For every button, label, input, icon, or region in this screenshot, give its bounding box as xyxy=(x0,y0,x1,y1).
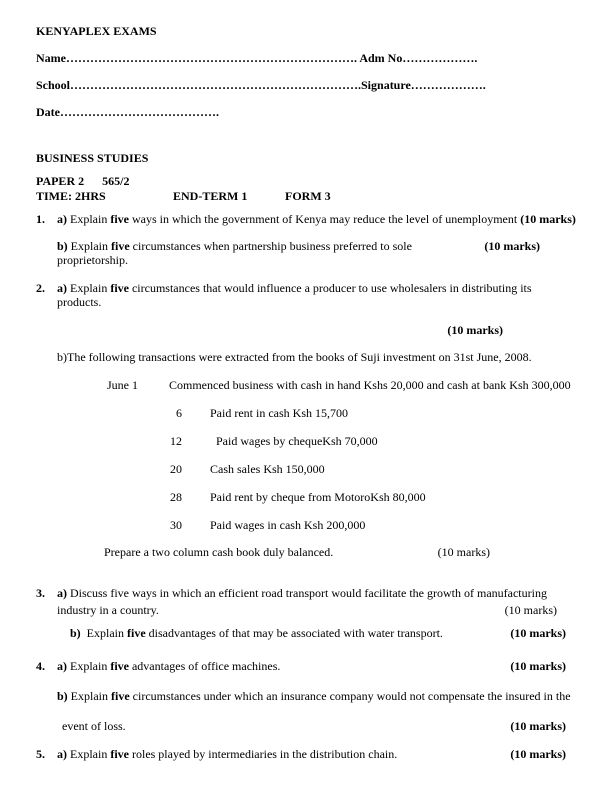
question-5a-line xyxy=(57,747,576,761)
transaction-june-1-text: Commenced business with cash in hand Kshs 20,000 and cash at bank Ksh 300,000 xyxy=(169,378,571,392)
exam-org-title: KENYAPLEX EXAMS xyxy=(36,24,157,38)
question-3a-continuation xyxy=(57,603,576,617)
form-label: FORM 3 xyxy=(285,189,331,203)
question-1a xyxy=(36,212,576,226)
transaction-row xyxy=(36,434,576,448)
question-5a-marks: (10 marks) xyxy=(510,747,566,761)
transaction-june-1 xyxy=(36,378,576,392)
transaction-day: 28 xyxy=(170,490,182,504)
transaction-day: 20 xyxy=(170,462,182,476)
question-1b xyxy=(57,239,576,267)
transaction-text: Paid rent in cash Ksh 15,700 xyxy=(210,406,348,420)
transaction-day: 30 xyxy=(170,518,182,532)
question-2b-instruction-line xyxy=(104,545,576,559)
time-term-form-line xyxy=(36,189,576,203)
question-2-number: 2. xyxy=(36,281,45,295)
name-admno-fill-line: Name………………………………………………………………. Adm No………………. xyxy=(36,51,478,65)
question-2a-marks-line xyxy=(36,323,576,337)
question-3a-continuation-text: industry in a country. xyxy=(57,603,159,617)
question-1b-text: b) Explain five circumstances when partnership business preferred to sole proprietorship. xyxy=(57,239,412,267)
question-3a-text: a) Discuss five ways in which an efficient road transport would facilitate the growth of manufacturing xyxy=(57,586,547,600)
question-5-number: 5. xyxy=(36,747,45,761)
question-1-number: 1. xyxy=(36,212,45,226)
question-3a-marks: (10 marks) xyxy=(504,603,557,617)
question-2a-text: a) Explain five circumstances that would influence a producer to use wholesalers in distributing its products. xyxy=(57,281,532,309)
question-3b-text: b) Explain five disadvantages of that may be associated with water transport. xyxy=(70,626,443,640)
transaction-june-1-label: June 1 xyxy=(107,378,138,392)
transaction-text: Cash sales Ksh 150,000 xyxy=(210,462,325,476)
transaction-row xyxy=(36,462,576,476)
question-4-number: 4. xyxy=(36,659,45,673)
transaction-day: 12 xyxy=(170,434,182,448)
question-4b-marks: (10 marks) xyxy=(510,719,566,733)
question-1b-marks: (10 marks) xyxy=(484,239,540,253)
question-3b xyxy=(70,626,576,640)
question-4a-line xyxy=(57,659,576,673)
transaction-day: 6 xyxy=(176,406,182,420)
transaction-row xyxy=(36,490,576,504)
transaction-row xyxy=(36,518,576,532)
question-4b: b) Explain five circumstances under which an insurance company would not compensate the insured in the xyxy=(57,689,571,703)
question-3-number: 3. xyxy=(36,586,45,600)
question-2a-marks: (10 marks) xyxy=(447,323,503,337)
question-2a xyxy=(36,281,576,309)
question-2b-marks: (10 marks) xyxy=(437,545,490,559)
question-4a-text: a) Explain five advantages of office machines. xyxy=(57,659,281,673)
question-5a xyxy=(36,747,576,761)
date-fill-line: Date…………………………………. xyxy=(36,105,219,119)
paper-number-line: PAPER 2 565/2 xyxy=(36,174,130,188)
transaction-row xyxy=(36,406,576,420)
question-4a xyxy=(36,659,576,673)
subject-title: BUSINESS STUDIES xyxy=(36,151,149,165)
question-2b-intro: b)The following transactions were extracted from the books of Suji investment on 31st June, 2008. xyxy=(57,350,532,364)
question-5a-text: a) Explain five roles played by intermediaries in the distribution chain. xyxy=(57,747,398,761)
term-label: END-TERM 1 xyxy=(173,189,248,203)
question-2b-instruction: Prepare a two column cash book duly balanced. xyxy=(104,545,334,559)
transaction-text: Paid rent by cheque from MotoroKsh 80,000 xyxy=(210,490,426,504)
question-4a-marks: (10 marks) xyxy=(510,659,566,673)
transaction-text: Paid wages by chequeKsh 70,000 xyxy=(210,434,378,448)
question-4b-continuation-text: event of loss. xyxy=(62,719,126,733)
school-signature-fill-line: School……………………………………………………………….Signature………………. xyxy=(36,78,486,92)
time-allowed: TIME: 2HRS xyxy=(36,189,106,203)
question-4b-continuation xyxy=(62,719,576,733)
transaction-text: Paid wages in cash Ksh 200,000 xyxy=(210,518,366,532)
question-3b-marks: (10 marks) xyxy=(510,626,566,640)
question-3a xyxy=(36,586,576,600)
question-1a-text: a) Explain five ways in which the government of Kenya may reduce the level of unemployment (10 marks) xyxy=(57,212,576,226)
